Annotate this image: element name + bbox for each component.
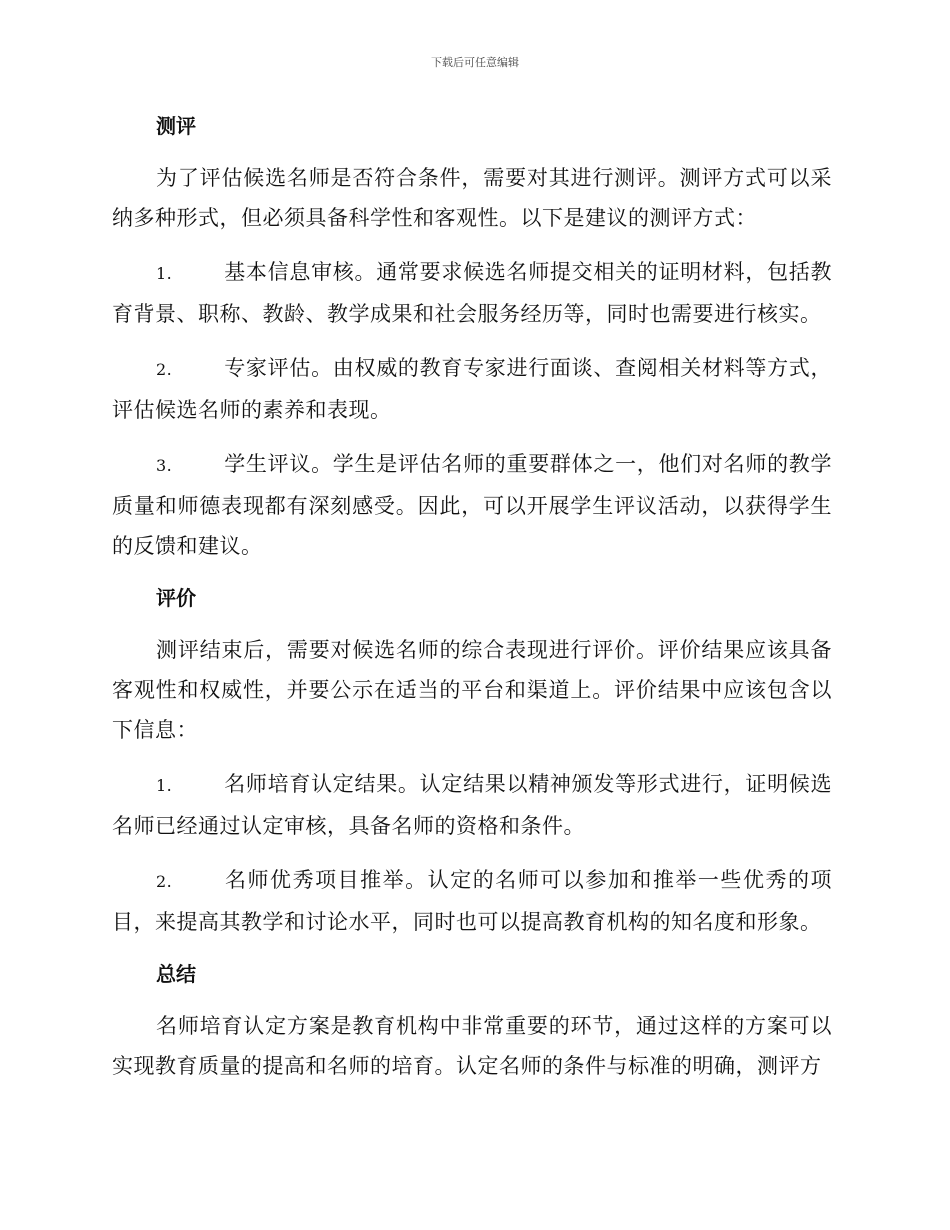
section-intro-paragraph: 名师培育认定方案是教育机构中非常重要的环节，通过这样的方案可以实现教育质量的提高和名师的培育。认定名师的条件与标准的明确，测评方 xyxy=(112,1014,832,1078)
list-item-number: 2. xyxy=(156,872,173,891)
section-heading-summary: 总结 xyxy=(156,962,196,986)
list-item-text: 基本信息审核。通常要求候选名师提交相关的证明材料，包括教育背景、职称、教龄、教学成果和社会服务经历等，同时也需要进行核实。 xyxy=(112,260,832,326)
section-intro-paragraph: 为了评估候选名师是否符合条件，需要对其进行测评。测评方式可以采纳多种形式，但必须具备科学性和客观性。以下是建议的测评方式： xyxy=(112,166,832,230)
section-intro-paragraph: 测评结束后，需要对候选名师的综合表现进行评价。评价结果应该具备客观性和权威性，并要公示在适当的平台和渠道上。评价结果中应该包含以下信息： xyxy=(112,638,832,742)
list-item-number: 1. xyxy=(156,264,173,283)
list-item xyxy=(112,348,832,430)
list-item-number: 2. xyxy=(156,360,173,379)
list-item-text: 学生评议。学生是评估名师的重要群体之一，他们对名师的教学质量和师德表现都有深刻感受。因此，可以开展学生评议活动，以获得学生的反馈和建议。 xyxy=(112,452,832,558)
list-item xyxy=(112,860,832,942)
list-item-text: 专家评估。由权威的教育专家进行面谈、查阅相关材料等方式，评估候选名师的素养和表现。 xyxy=(112,356,832,422)
list-item-number: 3. xyxy=(156,456,173,475)
page-header-note: 下载后可任意编辑 xyxy=(431,56,519,69)
list-item-text: 名师优秀项目推举。认定的名师可以参加和推举一些优秀的项目，来提高其教学和讨论水平，同时也可以提高教育机构的知名度和形象。 xyxy=(112,868,832,934)
list-item xyxy=(112,444,832,566)
section-heading-evaluation: 测评 xyxy=(156,114,196,138)
list-item-text: 名师培育认定结果。认定结果以精神颁发等形式进行，证明候选名师已经通过认定审核，具备名师的资格和条件。 xyxy=(112,772,832,838)
list-item xyxy=(112,252,832,334)
document-body xyxy=(112,108,832,1100)
section-heading-assessment: 评价 xyxy=(156,586,196,610)
list-item-number: 1. xyxy=(156,776,173,795)
list-item xyxy=(112,764,832,846)
